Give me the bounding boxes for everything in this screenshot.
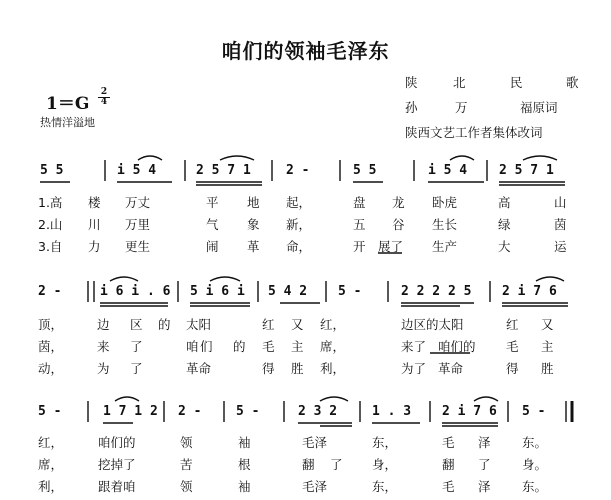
lyric-s2-v2-8: 主 (291, 339, 304, 354)
lyric-s1-v1-9: 卧虎 (432, 195, 458, 210)
time-signature-top: 2 (100, 87, 108, 97)
lyric-s2-v2-2: 来 (97, 339, 110, 354)
lyric-s1-v1-10: 高 (498, 195, 511, 210)
slur (210, 277, 240, 281)
notes-s2-m3: 5 i 6 i (190, 284, 245, 299)
slur (110, 277, 138, 281)
lyric-s1-v2-4: 气 (206, 217, 219, 232)
credit-line-3: 陕西文艺工作者集体改词 (405, 125, 543, 140)
lyric-s2-v3-9: 革命 (438, 361, 464, 376)
lyric-s1-v2-3: 万里 (125, 217, 151, 232)
lyric-s2-v3-10: 得 (506, 361, 519, 376)
lyric-s3-v1-4: 袖 (238, 435, 251, 450)
lyric-s3-v1-1: 红， (38, 435, 64, 450)
lyric-s3-v1-8: 泽 (478, 435, 491, 450)
lyric-s3-v1-2: 咱们的 (98, 435, 136, 450)
lyric-s3-v2-5: 翻 (302, 457, 315, 472)
lyric-s1-v2-7: 五 (353, 217, 366, 232)
slur (523, 156, 557, 160)
notes-s3-m8: 5 - (522, 404, 546, 419)
lyric-s2-v2-7: 毛 (262, 339, 275, 354)
slur (450, 156, 474, 160)
lyric-s1-v2-6: 新， (286, 217, 312, 232)
notes-s3-m6: 1 . 3 (372, 404, 412, 419)
notes-s1-m2: i 5 4 (117, 163, 157, 178)
credit-line-2-c: 福原词 (520, 100, 558, 115)
slur (115, 397, 139, 401)
credit-line-2-b: 万 (455, 100, 468, 115)
lyric-s2-v3-8: 为了 (401, 361, 427, 376)
lyric-s2-v1-10: 红 (506, 317, 519, 332)
lyric-s3-v3-4: 袖 (238, 479, 251, 494)
lyric-s3-v1-3: 领 (180, 435, 193, 450)
lyric-s3-v1-9: 东。 (522, 435, 548, 450)
lyric-s2-v1-3: 区 (130, 317, 143, 332)
lyric-s2-v3-11: 胜 (541, 361, 554, 376)
notes-s3-m3: 2 - (178, 404, 202, 419)
lyric-s2-v3-6: 胜 (291, 361, 304, 376)
lyric-s2-v2-4: 咱 (186, 339, 199, 354)
lyric-s1-v2-5: 象 (247, 217, 260, 232)
lyric-s3-v2-9: 了 (478, 457, 491, 472)
lyric-s2-v3-3: 了 (130, 361, 143, 376)
lyric-s1-v3-8: 展了 (378, 239, 404, 254)
lyric-s1-v3-6: 命， (286, 239, 312, 254)
slur (220, 156, 254, 160)
lyric-s2-v2-1: 茵， (38, 339, 64, 354)
notes-s1-m6: i 5 4 (428, 163, 468, 178)
lyric-s3-v3-1: 利， (38, 479, 64, 494)
lyric-s3-v3-9: 东。 (522, 479, 548, 494)
slur (138, 156, 162, 160)
lyric-s2-v2-11: 咱们的 (438, 339, 476, 354)
lyric-s2-v1-6: 红 (262, 317, 275, 332)
notes-s3-m1: 5 - (38, 404, 62, 419)
lyric-s1-v3-3: 更生 (125, 239, 151, 254)
lyric-s3-v2-1: 席， (38, 457, 64, 472)
lyric-s1-v1-5: 地 (247, 195, 260, 210)
lyric-s2-v1-4: 的 (158, 317, 171, 332)
notes-s3-m4: 5 - (236, 404, 260, 419)
lyric-s2-v2-6: 的 (233, 339, 246, 354)
notes-s3-m2: 1 7 1 2 (103, 404, 158, 419)
lyric-s3-v3-7: 毛 (442, 479, 455, 494)
time-signature-bottom: 4 (100, 97, 108, 107)
lyric-s1-v1-2: 楼 (88, 195, 101, 210)
notes-s3-m5: 2 3 2 (298, 404, 338, 419)
lyric-s2-v1-11: 又 (541, 317, 554, 332)
notes-s1-m1: 5 5 (40, 163, 64, 178)
lyric-s1-v3-2: 力 (88, 239, 101, 254)
lyric-s2-v1-7: 又 (291, 317, 304, 332)
song-title: 咱们的领袖毛泽东 (221, 39, 390, 63)
lyric-s2-v3-4: 革命 (186, 361, 212, 376)
lyric-s1-v2-2: 川 (88, 217, 101, 232)
lyric-s3-v3-5: 毛泽 (302, 479, 328, 494)
notes-s2-m4: 5 4 2 (268, 284, 308, 299)
lyric-s2-v3-2: 为 (97, 361, 110, 376)
lyric-s1-v3-9: 生产 (432, 239, 458, 254)
lyric-s3-v3-2: 跟着咱 (98, 479, 136, 494)
lyric-s1-v3-5: 革 (247, 239, 260, 254)
lyric-s2-v1-9: 边区的太阳 (401, 317, 464, 332)
lyric-s1-v1-11: 山 (554, 195, 567, 210)
lyric-s3-v2-10: 身。 (522, 457, 548, 472)
lyric-s1-v3-4: 闹 (206, 239, 219, 254)
notes-s1-m4: 2 - (286, 163, 310, 178)
lyric-s2-v1-2: 边 (97, 317, 110, 332)
credit-line-1-d: 歌 (566, 75, 579, 90)
notes-s2-m6: 2 2 2 2 5 (401, 284, 472, 299)
lyric-s1-v1-3: 万丈 (125, 195, 151, 210)
key-signature: 1＝G (46, 94, 90, 114)
lyric-s1-v3-7: 开 (353, 239, 366, 254)
lyric-s3-v1-6: 东， (372, 435, 398, 450)
lyric-s2-v2-9: 席， (320, 339, 346, 354)
lyric-s1-v2-10: 绿 (498, 217, 511, 232)
credit-line-1-a: 陕 (405, 75, 418, 90)
tempo-marking: 热情洋溢地 (40, 116, 95, 129)
lyric-s3-v2-6: 了 (330, 457, 343, 472)
lyric-s3-v2-8: 翻 (442, 457, 455, 472)
slur (320, 397, 348, 401)
lyric-s3-v3-8: 泽 (478, 479, 491, 494)
lyric-s3-v3-3: 领 (180, 479, 193, 494)
lyric-s1-v2-8: 谷 (392, 217, 405, 232)
lyric-s1-v2-1: 2.山 (38, 217, 63, 232)
credit-line-1-c: 民 (510, 75, 523, 90)
notes-s1-m7: 2 5 7 1 (499, 163, 554, 178)
notes-s1-m5: 5 5 (353, 163, 377, 178)
slur (536, 277, 564, 281)
lyric-s1-v1-1: 1.高 (38, 195, 63, 210)
lyric-s1-v3-10: 大 (498, 239, 511, 254)
lyric-s1-v1-7: 盘 (353, 195, 366, 210)
lyric-s1-v3-1: 3.自 (38, 239, 63, 254)
credit-line-1-b: 北 (453, 75, 466, 90)
lyric-s3-v1-7: 毛 (442, 435, 455, 450)
lyric-s1-v1-8: 龙 (392, 195, 405, 210)
lyric-s2-v3-5: 得 (262, 361, 275, 376)
lyric-s3-v2-2: 挖掉了 (98, 457, 136, 472)
lyric-s2-v1-5: 太阳 (186, 317, 212, 332)
lyric-s3-v2-3: 苦 (180, 457, 193, 472)
lyric-s1-v2-9: 生长 (432, 217, 458, 232)
lyric-s2-v2-10: 来了 (401, 339, 427, 354)
lyric-s3-v3-6: 东， (372, 479, 398, 494)
lyric-s1-v1-4: 平 (206, 195, 219, 210)
lyric-s3-v2-7: 身， (372, 457, 398, 472)
lyric-s3-v1-5: 毛泽 (302, 435, 328, 450)
notes-s1-m3: 2 5 7 1 (196, 163, 251, 178)
lyric-s2-v2-13: 主 (541, 339, 554, 354)
notes-s3-m7: 2 i 7 6 (442, 404, 497, 419)
notes-s2-m5: 5 - (338, 284, 362, 299)
notes-s2-m2: i 6 i . 6 (100, 284, 171, 299)
notes-s2-m7: 2 i 7 6 (502, 284, 557, 299)
lyric-s2-v3-1: 动， (38, 361, 64, 376)
lyric-s3-v2-4: 根 (238, 457, 251, 472)
lyric-s2-v2-12: 毛 (506, 339, 519, 354)
lyric-s2-v3-7: 利， (320, 361, 346, 376)
lyric-s1-v3-11: 运 (554, 239, 567, 254)
lyric-s1-v1-6: 起， (286, 195, 312, 210)
lyric-s2-v2-3: 了 (130, 339, 143, 354)
lyric-s2-v1-1: 顶， (38, 317, 64, 332)
notes-s2-m1: 2 - (38, 284, 62, 299)
lyric-s1-v2-11: 茵 (554, 217, 567, 232)
slur (474, 397, 498, 401)
credit-line-2-a: 孙 (405, 100, 418, 115)
lyric-s2-v2-5: 们 (200, 339, 213, 354)
lyric-s2-v1-8: 红， (320, 317, 346, 332)
